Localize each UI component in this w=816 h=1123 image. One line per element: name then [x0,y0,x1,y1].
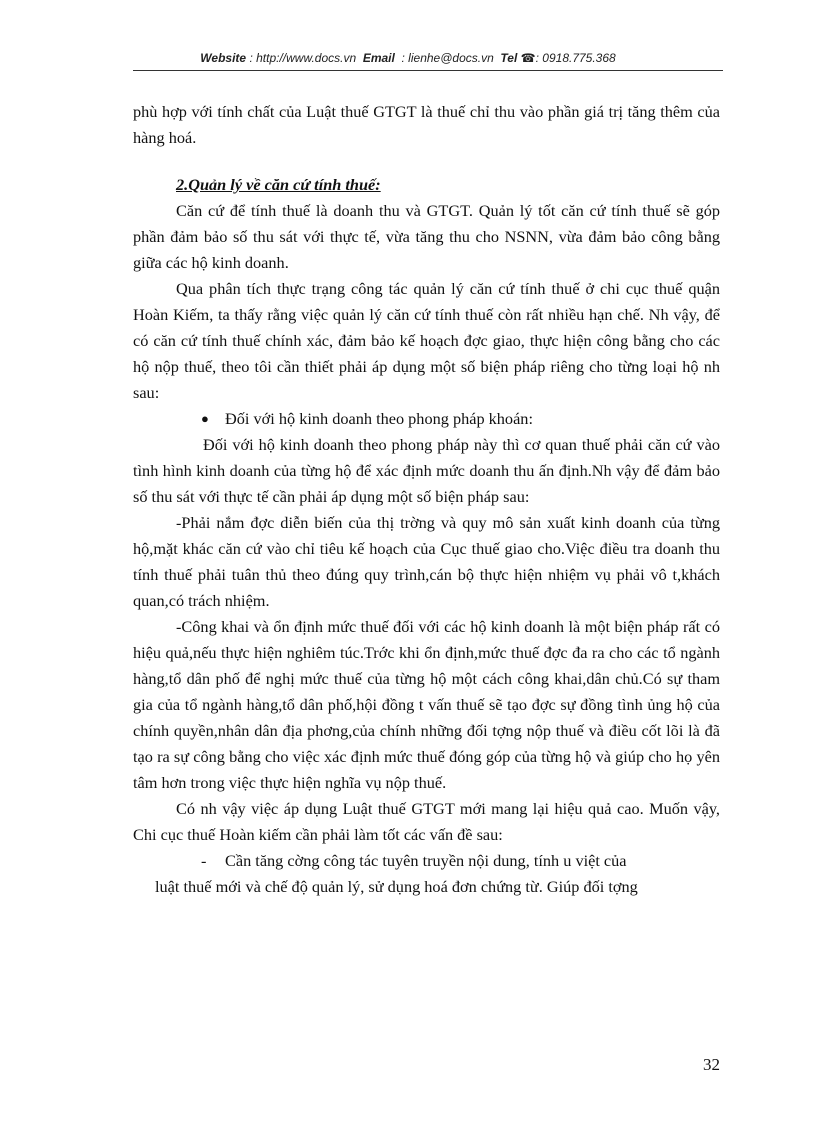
document-body [133,99,720,900]
dash-item-continuation: luật thuế mới và chế độ quản lý, sử dụng hoá đơn chứng từ. Giúp đối tợng [155,877,638,896]
phone-icon: ☎ [520,51,536,65]
email-value: : lienhe@docs.vn [401,51,494,65]
tel-value: : 0918.775.368 [535,51,616,65]
section-heading: 2.Quản lý về căn cứ tính thuế: [176,175,381,194]
header-rule [133,70,723,71]
bullet-text: Đối với hộ kinh doanh theo phong pháp khoán: [225,409,533,428]
dash-item-first-line: Cần tăng cờng công tác tuyên truyền nội dung, tính u việt của [225,851,627,870]
website-label: Website [200,51,247,65]
website-value: : http://www.docs.vn [249,51,357,65]
paragraph-4: Đối với hộ kinh doanh theo phong pháp này thì cơ quan thuế phải căn cứ vào tình hình kinh doanh của từng hộ để xác định mức doanh thu ấn định.Nh vậy để đảm bảo số thu sát với thực tế cần phải áp dụng một số biện pháp sau: [133,435,720,506]
tel-label: Tel [500,51,518,65]
paragraph-5: -Phải nắm đợc diễn biến của thị trờng và quy mô sản xuất kinh doanh của từng hộ,mặt khác căn cứ vào chỉ tiêu kế hoạch của Cục thuế giao cho.Việc điều tra doanh thu tính thuế phải tuân thủ theo đúng quy trình,cán bộ thực hiện nhiệm vụ phải vô t,khách quan,có trách nhiệm. [133,513,720,610]
page-number: 32 [703,1055,720,1074]
page-header [0,51,816,65]
paragraph-2: Căn cứ để tính thuế là doanh thu và GTGT. Quản lý tốt căn cứ tính thuế sẽ góp phần đảm bảo số thu sát với thực tế, vừa tăng thu cho NSNN, vừa đảm bảo công bằng giữa các hộ kinh doanh. [133,201,720,272]
bullet-dot-icon: ● [201,411,209,426]
email-label: Email [362,51,395,65]
paragraph-7: Có nh vậy việc áp dụng Luật thuế GTGT mới mang lại hiệu quả cao. Muốn vậy, Chi cục thuế Hoàn kiếm cần phải làm tốt các vấn đề sau: [133,799,720,844]
paragraph-1: phù hợp với tính chất của Luật thuế GTGT là thuế chỉ thu vào phần giá trị tăng thêm của hàng hoá. [133,102,720,147]
bullet-item [201,406,720,432]
dash-item [133,848,720,900]
dash-mark-icon: - [201,851,207,870]
paragraph-3: Qua phân tích thực trạng công tác quản lý căn cứ tính thuế ở chi cục thuế quận Hoàn Kiếm, ta thấy rằng việc quản lý căn cứ tính thuế còn rất nhiều hạn chế. Nh vậy, để có căn cứ tính thuế chính xác, đảm bảo kế hoạch đợc giao, thực hiện công bằng cho các hộ nộp thuế, theo tôi cần thiết phải áp dụng một số biện pháp riêng cho từng loại hộ nh sau: [133,279,720,402]
paragraph-6: -Công khai và ổn định mức thuế đối với các hộ kinh doanh là một biện pháp rất có hiệu quả,nếu thực hiện nghiêm túc.Trớc khi ổn định,mức thuế đợc đa ra cho các tổ ngành hàng,tổ dân phố để nghị mức thuế của từng hộ một cách công khai,dân chủ.Có sự tham gia của tổ ngành hàng,tổ dân phố,hội đồng t vấn thuế sẽ tạo đợc sự đồng tình ủng hộ của chính quyền,nhân dân địa phơng,của chính những đối tợng nộp thuế và điều cốt lõi là đã tạo ra sự công bằng cho việc xác định mức thuế đóng góp của từng hộ và giúp cho họ yên tâm hơn trong việc thực hiện nghĩa vụ nộp thuế. [133,617,720,792]
